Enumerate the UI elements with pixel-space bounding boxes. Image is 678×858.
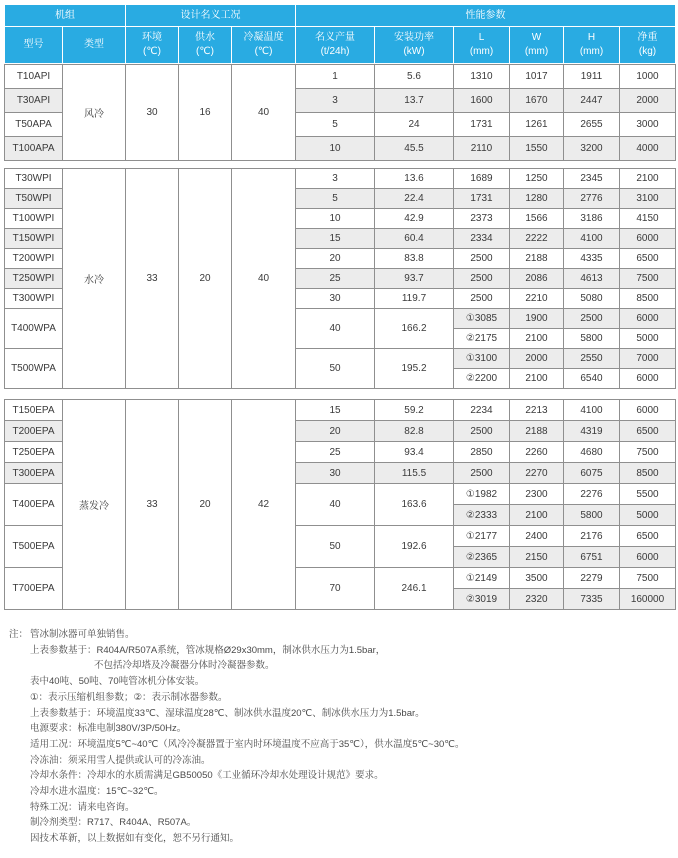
weight-cell: 6000 <box>620 547 676 568</box>
notes-label: 注： <box>9 629 29 640</box>
weight-cell: 5000 <box>620 329 676 349</box>
note-line: 适用工况：环境温度5℃~40℃（风冷冷凝器置于室内时环境温度不应高于35℃），供水温度5℃~30℃。 <box>30 738 465 750</box>
width-cell: 2086 <box>510 269 564 289</box>
condensing-temp-cell: 40 <box>232 169 296 389</box>
capacity-cell: 40 <box>296 484 375 526</box>
weight-cell: 1000 <box>620 65 676 89</box>
width-cell: 2000 <box>510 349 564 369</box>
note-line: 电源要求：标准电制380V/3P/50Hz。 <box>30 723 187 735</box>
note-line: 特殊工况：请来电咨询。 <box>30 801 135 813</box>
power-cell: 195.2 <box>375 349 454 389</box>
capacity-cell: 20 <box>296 421 375 442</box>
width-cell: 2213 <box>510 400 564 421</box>
model-cell: T10API <box>5 65 63 89</box>
length-cell: ①2177 <box>454 526 510 547</box>
weight-cell: 7500 <box>620 568 676 589</box>
height-cell: 2655 <box>564 113 620 137</box>
supply-water-cell: 20 <box>179 400 232 610</box>
column-header: 安装功率 (kW) <box>375 27 454 64</box>
model-cell: T30WPI <box>5 169 63 189</box>
capacity-cell: 15 <box>296 229 375 249</box>
width-cell: 2100 <box>510 369 564 389</box>
height-cell: 4100 <box>564 229 620 249</box>
length-cell: 2334 <box>454 229 510 249</box>
width-cell: 1550 <box>510 137 564 161</box>
height-cell: 7335 <box>564 589 620 610</box>
power-cell: 246.1 <box>375 568 454 610</box>
weight-cell: 2100 <box>620 169 676 189</box>
length-cell: 2234 <box>454 400 510 421</box>
length-cell: 2850 <box>454 442 510 463</box>
weight-cell: 6000 <box>620 309 676 329</box>
length-cell: 1731 <box>454 113 510 137</box>
spec-block <box>4 168 676 389</box>
length-cell: ②3019 <box>454 589 510 610</box>
model-cell: T700EPA <box>5 568 63 610</box>
note-lines <box>4 627 675 847</box>
model-cell: T150EPA <box>5 400 63 421</box>
capacity-cell: 5 <box>296 113 375 137</box>
weight-cell: 6500 <box>620 526 676 547</box>
capacity-cell: 30 <box>296 289 375 309</box>
width-cell: 1566 <box>510 209 564 229</box>
column-header: 名义产量 (t/24h) <box>296 27 375 64</box>
spec-table-area <box>4 4 675 610</box>
width-cell: 2150 <box>510 547 564 568</box>
capacity-cell: 20 <box>296 249 375 269</box>
model-cell: T300EPA <box>5 463 63 484</box>
weight-cell: 6000 <box>620 229 676 249</box>
note-line: 上表参数基于：环境温度33℃、湿球温度28℃、制冰供水温度20℃、制冰供水压力为1.5bar。 <box>30 707 425 719</box>
capacity-cell: 3 <box>296 169 375 189</box>
model-cell: T200EPA <box>5 421 63 442</box>
note-line: 冷却水进水温度：15℃~32℃。 <box>30 786 164 798</box>
supply-water-cell: 16 <box>179 65 232 161</box>
height-cell: 6075 <box>564 463 620 484</box>
column-header: H (mm) <box>564 27 620 64</box>
column-header: L (mm) <box>454 27 510 64</box>
weight-cell: 4150 <box>620 209 676 229</box>
table-row <box>5 169 676 189</box>
width-cell: 2222 <box>510 229 564 249</box>
width-cell: 1017 <box>510 65 564 89</box>
column-header: 环境 (℃) <box>126 27 179 64</box>
weight-cell: 5500 <box>620 484 676 505</box>
width-cell: 2188 <box>510 249 564 269</box>
length-cell: ②2333 <box>454 505 510 526</box>
height-cell: 5800 <box>564 329 620 349</box>
height-cell: 3186 <box>564 209 620 229</box>
table-header <box>4 4 676 64</box>
weight-cell: 5000 <box>620 505 676 526</box>
power-cell: 83.8 <box>375 249 454 269</box>
width-cell: 2210 <box>510 289 564 309</box>
width-cell: 3500 <box>510 568 564 589</box>
power-cell: 42.9 <box>375 209 454 229</box>
power-cell: 163.6 <box>375 484 454 526</box>
capacity-cell: 10 <box>296 137 375 161</box>
weight-cell: 160000 <box>620 589 676 610</box>
height-cell: 5080 <box>564 289 620 309</box>
condensing-temp-cell: 40 <box>232 65 296 161</box>
length-cell: ②2200 <box>454 369 510 389</box>
power-cell: 166.2 <box>375 309 454 349</box>
note-line: 冷却水条件：冷却水的水质需满足GB50050《工业循环冷却水处理设计规范》要求。 <box>30 770 384 782</box>
length-cell: 2500 <box>454 289 510 309</box>
weight-cell: 4000 <box>620 137 676 161</box>
height-cell: 4680 <box>564 442 620 463</box>
header-group-row <box>5 5 676 27</box>
power-cell: 192.6 <box>375 526 454 568</box>
note-line: ①：表示压缩机组参数；②：表示制冰器参数。 <box>30 691 228 703</box>
ambient-temp-cell: 30 <box>126 65 179 161</box>
capacity-cell: 40 <box>296 309 375 349</box>
height-cell: 6540 <box>564 369 620 389</box>
width-cell: 2400 <box>510 526 564 547</box>
capacity-cell: 25 <box>296 269 375 289</box>
width-cell: 1900 <box>510 309 564 329</box>
capacity-cell: 10 <box>296 209 375 229</box>
supply-water-cell: 20 <box>179 169 232 389</box>
height-cell: 2276 <box>564 484 620 505</box>
width-cell: 2188 <box>510 421 564 442</box>
height-cell: 4613 <box>564 269 620 289</box>
height-cell: 2279 <box>564 568 620 589</box>
power-cell: 93.7 <box>375 269 454 289</box>
header-group: 机组 <box>5 5 126 27</box>
capacity-cell: 30 <box>296 463 375 484</box>
weight-cell: 8500 <box>620 289 676 309</box>
note-line: 管冰制冰器可单独销售。 <box>30 629 135 640</box>
type-cell: 水冷 <box>63 169 126 389</box>
weight-cell: 7500 <box>620 269 676 289</box>
height-cell: 2447 <box>564 89 620 113</box>
note-line: 冷冻油：须采用雪人提供或认可的冷冻油。 <box>30 754 211 766</box>
width-cell: 2270 <box>510 463 564 484</box>
length-cell: 1310 <box>454 65 510 89</box>
width-cell: 2300 <box>510 484 564 505</box>
column-header: 类型 <box>63 27 126 64</box>
note-line: 表中40吨、50吨、70吨管冰机分体安装。 <box>30 676 205 688</box>
height-cell: 2176 <box>564 526 620 547</box>
power-cell: 24 <box>375 113 454 137</box>
height-cell: 4319 <box>564 421 620 442</box>
column-header: 冷凝温度 (℃) <box>232 27 296 64</box>
width-cell: 1250 <box>510 169 564 189</box>
power-cell: 5.6 <box>375 65 454 89</box>
length-cell: 2500 <box>454 249 510 269</box>
capacity-cell: 5 <box>296 189 375 209</box>
length-cell: ①1982 <box>454 484 510 505</box>
power-cell: 59.2 <box>375 400 454 421</box>
capacity-cell: 15 <box>296 400 375 421</box>
ambient-temp-cell: 33 <box>126 169 179 389</box>
model-cell: T400WPA <box>5 309 63 349</box>
model-cell: T400EPA <box>5 484 63 526</box>
weight-cell: 7000 <box>620 349 676 369</box>
weight-cell: 3000 <box>620 113 676 137</box>
height-cell: 2550 <box>564 349 620 369</box>
spec-block <box>4 399 676 610</box>
power-cell: 82.8 <box>375 421 454 442</box>
height-cell: 2776 <box>564 189 620 209</box>
model-cell: T150WPI <box>5 229 63 249</box>
model-cell: T200WPI <box>5 249 63 269</box>
notes-section <box>4 627 675 847</box>
length-cell: 1600 <box>454 89 510 113</box>
column-header: W (mm) <box>510 27 564 64</box>
power-cell: 22.4 <box>375 189 454 209</box>
height-cell: 3200 <box>564 137 620 161</box>
model-cell: T100APA <box>5 137 63 161</box>
length-cell: 2110 <box>454 137 510 161</box>
capacity-cell: 1 <box>296 65 375 89</box>
ambient-temp-cell: 33 <box>126 400 179 610</box>
weight-cell: 6000 <box>620 400 676 421</box>
note-line: 因技术革新，以上数据如有变化，恕不另行通知。 <box>30 833 240 845</box>
length-cell: ①3100 <box>454 349 510 369</box>
power-cell: 45.5 <box>375 137 454 161</box>
column-header: 供水 (℃) <box>179 27 232 64</box>
column-header: 型号 <box>5 27 63 64</box>
weight-cell: 7500 <box>620 442 676 463</box>
model-cell: T50APA <box>5 113 63 137</box>
power-cell: 13.7 <box>375 89 454 113</box>
height-cell: 5800 <box>564 505 620 526</box>
model-cell: T500EPA <box>5 526 63 568</box>
note-line: 制冷剂类型：R717、R404A、R507A。 <box>30 817 197 829</box>
note-line: 不包括冷却塔及冷凝器分体时冷凝器参数。 <box>94 660 275 672</box>
height-cell: 4335 <box>564 249 620 269</box>
length-cell: 1731 <box>454 189 510 209</box>
width-cell: 1280 <box>510 189 564 209</box>
model-cell: T50WPI <box>5 189 63 209</box>
model-cell: T100WPI <box>5 209 63 229</box>
width-cell: 2320 <box>510 589 564 610</box>
length-cell: ②2175 <box>454 329 510 349</box>
width-cell: 2100 <box>510 329 564 349</box>
capacity-cell: 70 <box>296 568 375 610</box>
header-column-row <box>5 27 676 64</box>
weight-cell: 2000 <box>620 89 676 113</box>
power-cell: 115.5 <box>375 463 454 484</box>
width-cell: 1261 <box>510 113 564 137</box>
height-cell: 1911 <box>564 65 620 89</box>
weight-cell: 3100 <box>620 189 676 209</box>
length-cell: 2500 <box>454 269 510 289</box>
table-row <box>5 400 676 421</box>
capacity-cell: 25 <box>296 442 375 463</box>
weight-cell: 6000 <box>620 369 676 389</box>
height-cell: 6751 <box>564 547 620 568</box>
weight-cell: 8500 <box>620 463 676 484</box>
length-cell: 2500 <box>454 463 510 484</box>
column-header: 净重 (kg) <box>620 27 676 64</box>
power-cell: 93.4 <box>375 442 454 463</box>
width-cell: 1670 <box>510 89 564 113</box>
width-cell: 2100 <box>510 505 564 526</box>
length-cell: 1689 <box>454 169 510 189</box>
capacity-cell: 3 <box>296 89 375 113</box>
type-cell: 风冷 <box>63 65 126 161</box>
model-cell: T300WPI <box>5 289 63 309</box>
model-cell: T500WPA <box>5 349 63 389</box>
header-group: 性能参数 <box>296 5 676 27</box>
length-cell: ①2149 <box>454 568 510 589</box>
model-cell: T250EPA <box>5 442 63 463</box>
width-cell: 2260 <box>510 442 564 463</box>
condensing-temp-cell: 42 <box>232 400 296 610</box>
length-cell: ①3085 <box>454 309 510 329</box>
length-cell: 2500 <box>454 421 510 442</box>
weight-cell: 6500 <box>620 249 676 269</box>
power-cell: 119.7 <box>375 289 454 309</box>
capacity-cell: 50 <box>296 349 375 389</box>
capacity-cell: 50 <box>296 526 375 568</box>
power-cell: 60.4 <box>375 229 454 249</box>
length-cell: 2373 <box>454 209 510 229</box>
length-cell: ②2365 <box>454 547 510 568</box>
model-cell: T30API <box>5 89 63 113</box>
power-cell: 13.6 <box>375 169 454 189</box>
header-group: 设计名义工况 <box>126 5 296 27</box>
weight-cell: 6500 <box>620 421 676 442</box>
model-cell: T250WPI <box>5 269 63 289</box>
note-line: 上表参数基于：R404A/R507A系统，管冰规格Ø29x30mm，制冰供水压力为1.5bar， <box>30 644 386 656</box>
type-cell: 蒸发冷 <box>63 400 126 610</box>
spec-block <box>4 64 676 161</box>
height-cell: 2345 <box>564 169 620 189</box>
table-row <box>5 65 676 89</box>
height-cell: 2500 <box>564 309 620 329</box>
height-cell: 4100 <box>564 400 620 421</box>
